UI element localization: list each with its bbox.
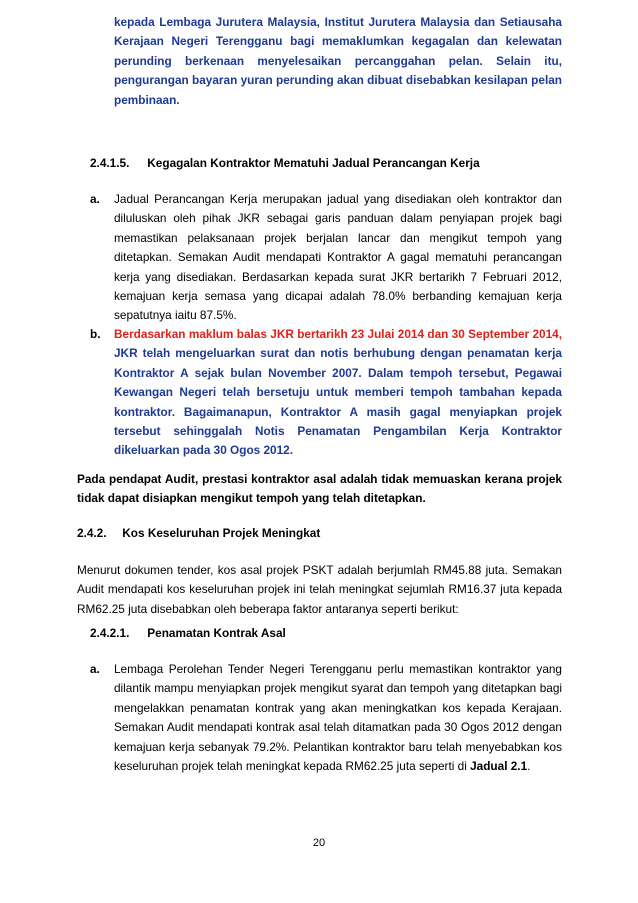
page-number: 20	[312, 837, 326, 849]
list-item-text: Jadual Perancangan Kerja merupakan jadual yang disediakan oleh kontraktor dan diluluskan oleh pihak JKR sebagai garis panduan dalam penyiapan projek bagi memastikan pelaksanaan projek berjalan lancar dan mengikut tempoh yang ditetapkan. Semakan Audit mendapati Kontraktor A gagal mematuhi perancangan kerja yang disediakan. Berdasarkan kepada surat JKR bertarikh 7 Februari 2012, kemajuan kerja semasa yang dicapai adalah 78.0% berbanding kemajuan kerja sepatutnya iaitu 87.5%.	[114, 192, 562, 323]
list-marker: a.	[90, 192, 100, 206]
list-item-text	[114, 660, 562, 776]
section-242-number: 2.4.2.	[77, 526, 107, 540]
section-2421-heading	[90, 624, 286, 643]
list-item-text	[114, 325, 562, 461]
section-242-title: Kos Keseluruhan Projek Meningkat	[122, 526, 321, 540]
audit-opinion: Pada pendapat Audit, prestasi kontraktor asal adalah tidak memuaskan kerana projek tidak dapat disiapkan mengikut tempoh yang telah ditetapkan.	[77, 472, 562, 506]
section-2415-title: Kegagalan Kontraktor Mematuhi Jadual Perancangan Kerja	[147, 156, 480, 170]
section-2415-heading	[90, 154, 480, 173]
section-2421-number: 2.4.2.1.	[90, 626, 130, 640]
table-reference: Jadual 2.1	[470, 759, 528, 774]
feedback-red-text: Berdasarkan maklum balas JKR bertarikh 23 Julai 2014 dan 30 September 2014,	[114, 327, 562, 341]
section-242-heading	[77, 524, 320, 543]
section-2421-title: Penamatan Kontrak Asal	[147, 626, 286, 640]
section-2415-number: 2.4.1.5.	[90, 156, 130, 170]
sentence-end: .	[527, 759, 531, 774]
list-item-main-text: Lembaga Perolehan Tender Negeri Terengganu perlu memastikan kontraktor yang dilantik mampu menyiapkan projek mengikut syarat dan tempoh yang ditetapkan bagi mengelakkan penamatan kontrak yang akan meningkatkan kos kepada Kerajaan. Semakan Audit mendapati kontrak asal telah ditamatkan pada 30 Ogos 2012 dengan kemajuan kerja sebanyak 79.2%. Pelantikan kontraktor baru telah menyebabkan kos keseluruhan projek telah meningkat kepada RM62.25 juta seperti di	[114, 662, 562, 774]
section-242-paragraph: Menurut dokumen tender, kos asal projek PSKT adalah berjumlah RM45.88 juta. Semakan Audit mendapati kos keseluruhan projek ini telah meningkat sejumlah RM16.37 juta kepada RM62.25 juta disebabkan oleh beberapa faktor antaranya seperti berikut:	[77, 563, 562, 616]
intro-paragraph: kepada Lembaga Jurutera Malaysia, Institut Jurutera Malaysia dan Setiausaha Kerajaan Negeri Terengganu bagi memaklumkan kegagalan dan kelewatan perunding berkenaan menyelesaikan percanggahan pelan. Selain itu, pengurangan bayaran yuran perunding akan dibuat disebabkan kesilapan pelan pembinaan.	[114, 15, 562, 107]
list-marker: b.	[90, 327, 101, 341]
feedback-navy-text: JKR telah mengeluarkan surat dan notis berhubung dengan penamatan kerja Kontraktor A sejak bulan November 2007. Dalam tempoh tersebut, Pegawai Kewangan Negeri telah bersetuju untuk memberi tempoh tambahan kepada kontraktor. Bagaimanapun, Kontraktor A masih gagal menyiapkan projek tersebut sehinggalah Notis Penamatan Pengambilan Kerja Kontraktor dikeluarkan pada 30 Ogos 2012.	[114, 346, 562, 458]
list-marker: a.	[90, 662, 100, 676]
